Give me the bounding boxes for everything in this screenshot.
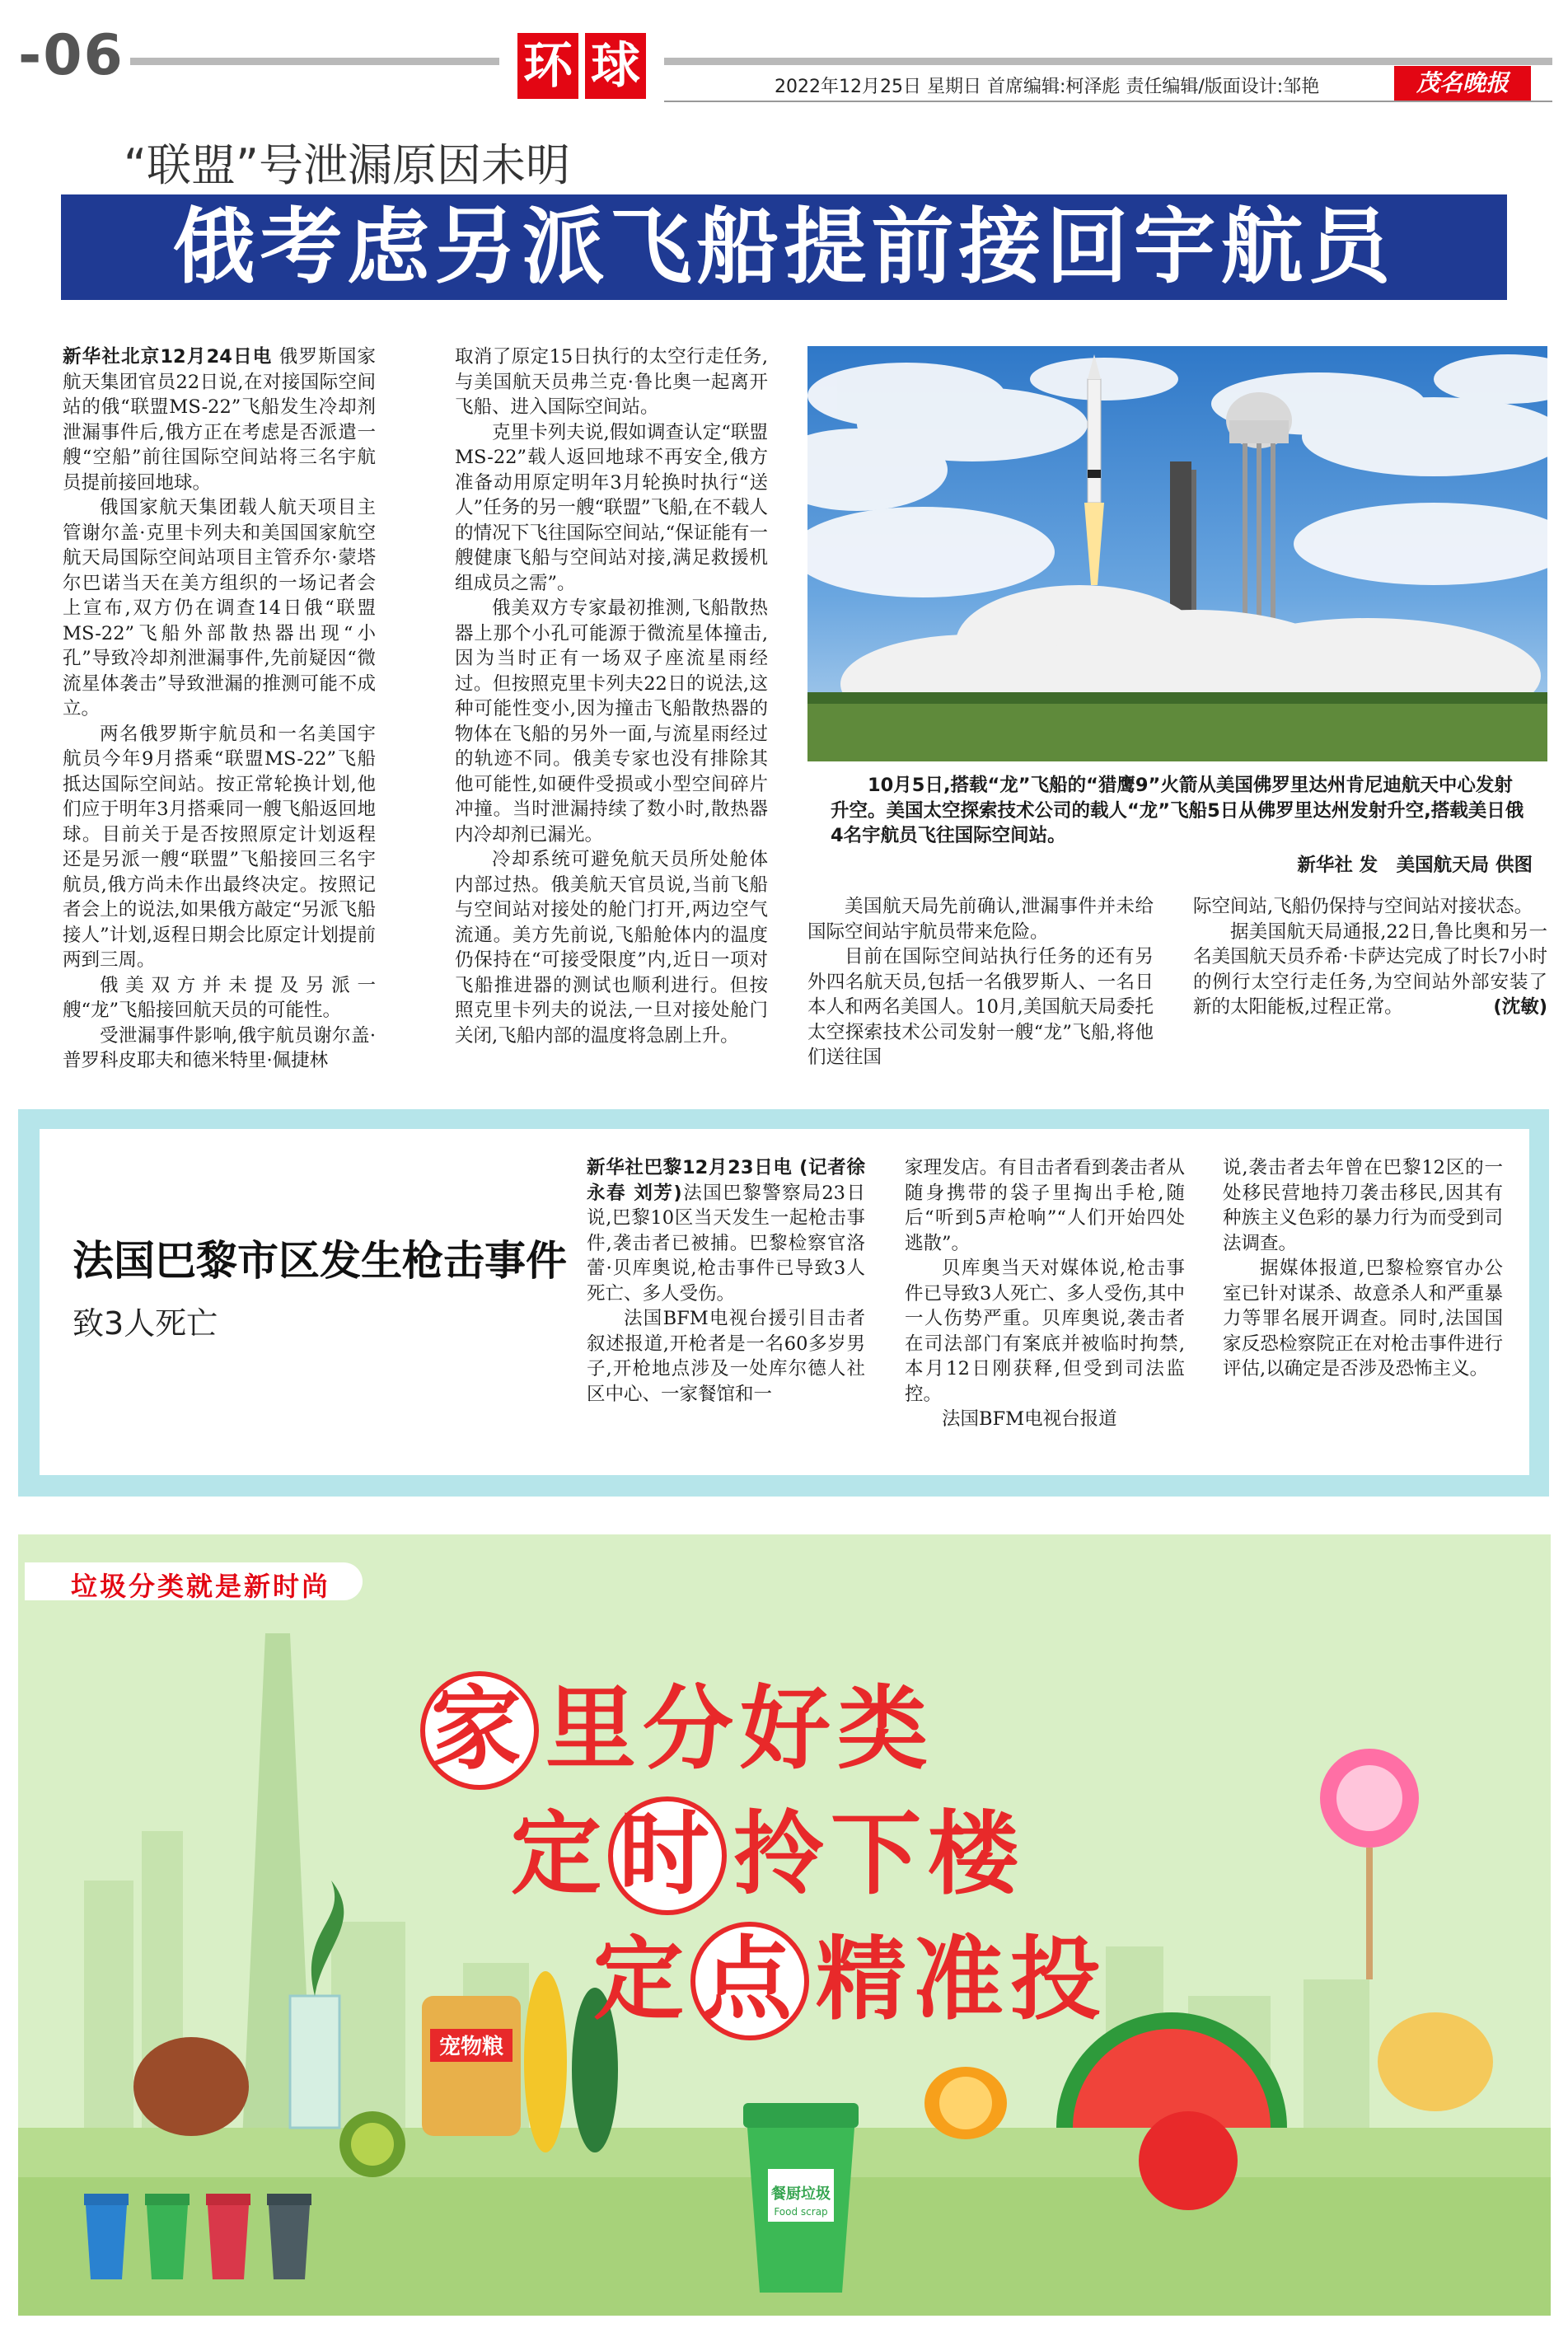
ad-slogan-line-3	[593, 1907, 1107, 2040]
page-number: -06	[18, 23, 124, 88]
story1-text: 俄罗斯国家航天集团官员22日说,在对接国际空间站的俄“联盟MS-22”飞船发生冷却剂泄漏事件后,俄方正在考虑是否派遣一艘“空船”前往国际空间站将三名宇航员提前接回地球。	[63, 346, 377, 494]
newspaper-logo: 茂名晚报	[1394, 66, 1531, 101]
story1-dateline: 新华社北京12月24日电	[63, 346, 273, 368]
small-bin-red	[206, 2194, 250, 2279]
story2-paragraph: 法国BFM电视台援引目击者叙述报道,开枪者是一名60多岁男子,开枪地点涉及一处库尔德人社区中心、一家餐馆和一	[587, 1308, 865, 1405]
small-bin-green	[145, 2194, 190, 2279]
small-bin-blue	[84, 2194, 129, 2279]
story1-paragraph: 际空间站,飞船仍保持与空间站对接状态。	[1193, 896, 1533, 917]
bin-label-en: Food scrap	[774, 2206, 828, 2218]
story1-kicker: “联盟”号泄漏原因未明	[124, 139, 570, 191]
header-rule-left	[130, 58, 499, 65]
section-label-char-2: 球	[585, 33, 646, 99]
story1-paragraph: 受泄漏事件影响,俄宇航员谢尔盖·普罗科皮耶夫和德米特里·佩捷林	[63, 1024, 376, 1071]
photo-credit: 新华社 发 美国航天局 供图	[1297, 855, 1533, 876]
slogan-text: 精准投	[816, 1927, 1107, 2032]
ad-slogan-line-2	[511, 1782, 1025, 1915]
header-rule-bottom	[664, 101, 1552, 102]
story2-column-2	[905, 1155, 1185, 1432]
story1-paragraph: 俄国家航天集团载人航天项目主管谢尔盖·克里卡列夫和美国国家航空航天局国际空间站项目主管乔尔·蒙塔尔巴诺当天在美方组织的一场记者会上宣布,双方仍在调查14日俄“联盟MS-22”飞船外部散热器出现“小孔”导致冷却剂泄漏事件,先前疑因“微流星体袭击”导致泄漏的推测可能不成立。	[63, 497, 376, 719]
slogan-text: 定	[593, 1927, 690, 2032]
story1-paragraph: 取消了原定15日执行的太空行走任务,与美国航天员弗兰克·鲁比奥一起离开飞船、进入国际空间站。	[455, 346, 768, 418]
food-scrap-bin	[743, 2103, 859, 2293]
rocket-launch-photo	[807, 346, 1547, 761]
date-editor-line: 2022年12月25日 星期日 首席编辑:柯泽彪 责任编辑/版面设计:邹艳	[775, 77, 1320, 97]
slogan-text: 拎下楼	[733, 1801, 1025, 1907]
story1-paragraph	[63, 344, 376, 495]
story1-text: 据美国航天局通报,22日,鲁比奥和另一名美国航天员乔希·卡萨达完成了时长7小时的例行太空行走任务,为空间站外部安装了新的太阳能板,过程正常。	[1193, 920, 1547, 1018]
ad-tag-text: 垃圾分类就是新时尚	[71, 1571, 331, 1602]
story1-column-4	[1193, 894, 1547, 1020]
story2-paragraph: 法国BFM电视台报道	[942, 1408, 1117, 1430]
ad-slogan-line-1	[420, 1656, 934, 1790]
slogan-circled-char: 家	[420, 1671, 539, 1790]
story1-paragraph: 克里卡列夫说,假如调查认定“联盟MS-22”载人返回地球不再安全,俄方准备动用原定明年3月轮换时执行“送人”任务的另一艘“联盟”飞船,在不载人的情况下飞往国际空间站,“保证能有一艘健康飞船与空间站对接,满足救援机组成员之需”。	[455, 421, 768, 594]
section-label	[517, 33, 651, 99]
bin-label-cn: 餐厨垃圾	[771, 2185, 831, 2203]
story2-paragraph: 贝库奥当天对媒体说,枪击事件已导致3人死亡、多人受伤,其中一人伤势严重。贝库奥说,袭击者在司法部门有案底并被临时拘禁,本月12日刚获释,但受到司法监控。	[905, 1258, 1185, 1405]
story2-headline: 法国巴黎市区发生枪击事件	[73, 1237, 567, 1285]
story2-text: 法国巴黎警察局23日说,巴黎10区当天发生一起枪击事件,袭击者已被捕。巴黎检察官洛蕾·贝库奥说,枪击事件已导致3人死亡、多人受伤。	[587, 1182, 865, 1305]
photo-caption: 10月5日,搭载“龙”飞船的“猎鹰9”火箭从美国佛罗里达州肯尼迪航天中心发射升空。美国太空探索技术公司的载人“龙”飞船5日从佛罗里达州发射升空,搭载美日俄4名宇航员飞往国际空间站。	[831, 775, 1524, 846]
slogan-text: 定	[511, 1801, 608, 1907]
story2-paragraph: 据媒体报道,巴黎检察官办公室已针对谋杀、故意杀人和严重暴力等罪名展开调查。同时,法国国家反恐检察院正在对枪击事件进行评估,以确定是否涉及恐怖主义。	[1223, 1258, 1503, 1379]
story1-headline: 俄考虑另派飞船提前接回宇航员	[61, 194, 1507, 300]
slogan-circled-char: 点	[690, 1922, 809, 2040]
story2-subhead: 致3人死亡	[73, 1305, 218, 1342]
story1-paragraph: 俄美双方并未提及另派一艘“龙”飞船接回航天员的可能性。	[63, 974, 376, 1021]
story2-paragraph: 说,袭击者去年曾在巴黎12区的一处移民营地持刀袭击移民,因其有种族主义色彩的暴力行为而受到司法调查。	[1223, 1157, 1503, 1254]
pet-food-jar-label: 宠物粮	[438, 2035, 504, 2059]
story2-column-3	[1223, 1155, 1503, 1382]
story1-paragraph: 两名俄罗斯宇航员和一名美国宇航员今年9月搭乘“联盟MS-22”飞船抵达国际空间站。按正常轮换计划,他们应于明年3月搭乘同一艘飞船返回地球。目前关于是否按照原定计划返程还是另派一艘“联盟”飞船接回三名宇航员,俄方尚未作出最终决定。按照记者会上的说法,如果俄方敲定“另派飞船接人”计划,返程日期会比原定计划提前两到三周。	[63, 723, 376, 971]
story1-paragraph: 俄美双方专家最初推测,飞船散热器上那个小孔可能源于微流星体撞击,因为当时正有一场双子座流星雨经过。但按照克里卡列夫22日的说法,这种可能性变小,因为撞击飞船散热器的物体在飞船的另外一面,与流星雨经过的轨迹不同。俄美专家也没有排除其他可能性,如硬件受损或小型空间碎片冲撞。当时泄漏持续了数小时,散热器内冷却剂已漏光。	[455, 597, 768, 845]
story1-column-1	[63, 344, 376, 1074]
story1-column-3	[807, 894, 1154, 1070]
story2-column-1	[587, 1155, 865, 1407]
story2-dateline: 新华社巴黎12月23日电 (记者徐永春 刘芳)	[587, 1157, 865, 1204]
rocket-shape	[1088, 354, 1101, 503]
story1-paragraph	[1193, 920, 1547, 1020]
story1-column-2	[455, 344, 768, 1048]
story2-paragraph: 家理发店。有目击者看到袭击者从随身携带的袋子里掏出手枪,随后“听到5声枪响”“人们开始四处逃散”。	[905, 1157, 1185, 1254]
slogan-circled-char: 时	[608, 1796, 727, 1915]
story1-paragraph: 冷却系统可避免航天员所处舱体内部过热。俄美航天官员说,当前飞船与空间站对接处的舱门打开,两边空气流通。美方先前说,飞船舱体内的温度仍保持在“可接受限度”内,近日一项对飞船推进器的测试也顺利进行。但按照克里卡列夫的说法,一旦对接处舱门关闭,飞船内部的温度将急剧上升。	[455, 849, 768, 1047]
section-label-char-1: 环	[517, 33, 578, 99]
story1-byline: (沈敏)	[1493, 996, 1547, 1018]
header-rule-right	[664, 58, 1552, 65]
story1-paragraph: 目前在国际空间站执行任务的还有另外四名航天员,包括一名俄罗斯人、一名日本人和两名美国人。10月,美国航天局委托太空探索技术公司发射一艘“龙”飞船,将他们送往国	[807, 946, 1154, 1068]
story1-paragraph: 美国航天局先前确认,泄漏事件并未给国际空间站宇航员带来危险。	[807, 896, 1154, 943]
slogan-text: 里分好类	[545, 1676, 934, 1782]
story2-paragraph	[587, 1155, 865, 1306]
small-bin-gray	[267, 2194, 311, 2279]
